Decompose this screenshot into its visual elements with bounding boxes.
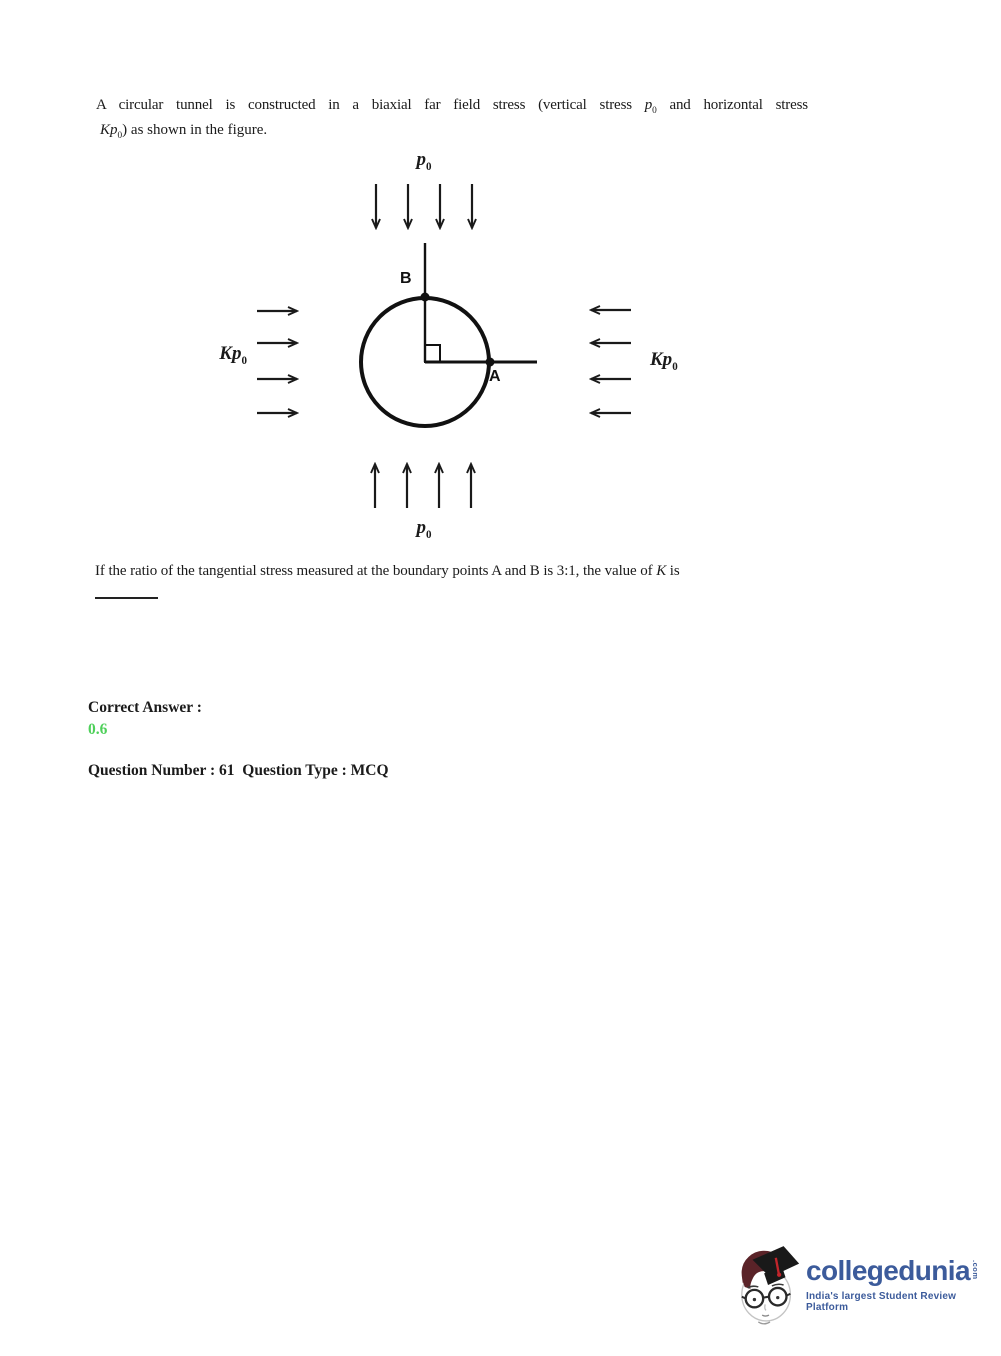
correct-answer-label: Correct Answer :: [88, 699, 202, 716]
question-intro-end: ) as shown in the figure.: [122, 122, 268, 138]
kp-subscript: 0: [117, 131, 123, 141]
point-a-label: A: [489, 368, 501, 385]
bottom-stress-label: [394, 517, 454, 541]
correct-answer-value: 0.6: [88, 721, 108, 738]
bottom-stress-symbol: p: [416, 517, 426, 538]
mascot-icon: [735, 1244, 803, 1326]
logo-brand-row: [806, 1257, 1001, 1285]
right-stress-arrows: [591, 310, 631, 413]
question-intro-pre: A circular tunnel is constructed in a biaxial far field stress (vertical stress: [96, 97, 632, 113]
point-a-dot: [486, 358, 495, 367]
left-stress-arrows: [257, 311, 297, 413]
right-stress-label: [650, 349, 710, 373]
left-stress-symbol: Kp: [219, 343, 242, 364]
left-stress-label: [193, 343, 247, 367]
left-stress-subscript: 0: [241, 354, 247, 367]
prompt-post: is: [669, 563, 680, 579]
answer-blank-line: [95, 597, 158, 599]
p-symbol: p: [644, 97, 653, 113]
logo-text-column: [806, 1244, 1001, 1313]
bottom-stress-arrows: [375, 464, 471, 508]
kp-symbol: Kp: [100, 122, 118, 138]
logo-domain-text: .com: [970, 1260, 980, 1280]
stress-diagram: [0, 0, 1001, 570]
question-prompt: [95, 563, 835, 580]
right-angle-marker: [425, 345, 440, 362]
bottom-stress-subscript: 0: [425, 528, 432, 541]
right-stress-symbol: Kp: [650, 349, 673, 370]
question-intro-mid: and horizontal stress: [669, 97, 808, 113]
right-stress-subscript: 0: [672, 360, 678, 373]
logo-brand-text: collegedunia: [806, 1255, 970, 1286]
top-stress-label: [394, 149, 454, 173]
top-stress-subscript: 0: [425, 160, 432, 173]
question-meta-line: Question Number : 61 Question Type : MCQ: [88, 762, 389, 779]
point-b-dot: [421, 293, 430, 302]
k-symbol: K: [656, 563, 667, 579]
top-stress-symbol: p: [416, 149, 426, 170]
collegedunia-logo: [735, 1244, 1001, 1326]
point-b-label: B: [400, 270, 412, 287]
top-stress-arrows: [376, 184, 472, 228]
p-subscript: 0: [652, 106, 657, 116]
prompt-pre: If the ratio of the tangential stress measured at the boundary points A and B is 3:1, the value of: [95, 563, 653, 579]
logo-tagline: India's largest Student Review Platform: [806, 1291, 957, 1313]
